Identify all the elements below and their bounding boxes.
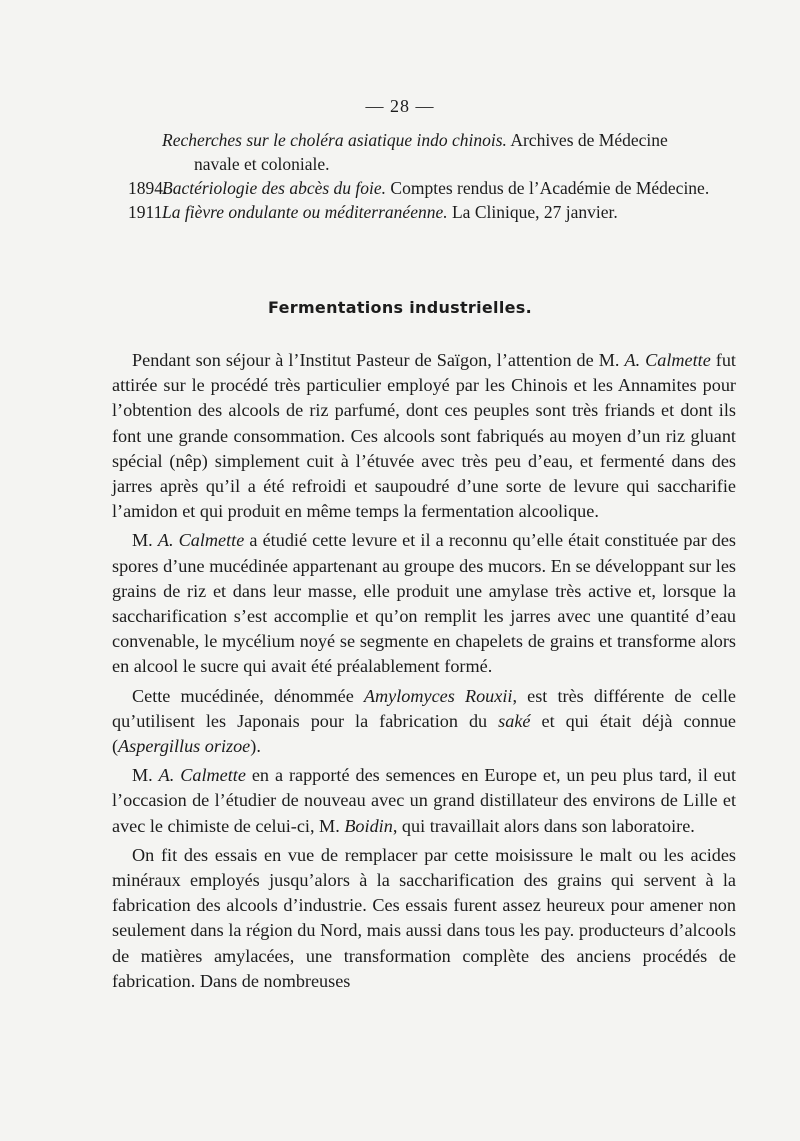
reference-source: La Clinique, 27 janvier. xyxy=(447,202,618,222)
paragraph: Pendant son séjour à l’Institut Pasteur de Saïgon, l’attention de M. A. Calmette fut attirée sur le procédé très particulier employé par les Chinois et les Annamites pour l’obtention des alcools de riz parfumé, dont ces peuples sont très friands et dont ils font une grande consommation. Ces alcools sont fabriqués au moyen d’un riz gluant spécial (nêp) simplement cuit à l’étuvée avec très peu d’eau, et fermenté dans des jarres après qu’il a été refroidi et saupoudré d’une sorte de levure qui saccharifie l’amidon et qui produit en même temps la fermentation alcoolique. xyxy=(112,350,736,522)
reference-year: 1911. xyxy=(128,202,167,222)
reference-title: Bactériologie des abcès du foie. xyxy=(162,178,387,198)
reference-item xyxy=(128,176,738,200)
reference-list xyxy=(128,128,738,224)
paragraph: M. A. Calmette en a rapporté des semences en Europe et, un peu plus tard, il eut l’occasion de l’étudier de nouveau avec un grand distillateur des environs de Lille et avec le chimiste de celui-ci, M. Boidin, qui travaillait alors dans son laboratoire. xyxy=(112,765,736,836)
body-text xyxy=(112,348,736,998)
reference-title: Recherches sur le choléra asiatique indo chinois. xyxy=(162,130,507,150)
reference-item xyxy=(128,128,738,176)
reference-source: Comptes rendus de l’Académie de Médecine. xyxy=(386,178,710,198)
reference-item xyxy=(128,200,738,224)
reference-source: Archives de Médecine xyxy=(506,130,668,150)
page-number: — 28 — xyxy=(365,96,435,116)
paragraph: M. A. Calmette a étudié cette levure et il a reconnu qu’elle était constituée par des spores d’une mucédinée appartenant au groupe des mucors. En se développant sur les grains de riz et dans leur masse, elle produit une amylase très active et, lorsque la saccharification s’est accomplie et qu’on remplit les jarres avec une quantité d’eau convenable, le mycélium noyé se segmente en chapelets de grains et transforme alors en alcool le sucre qui avait été préalablement formé. xyxy=(112,530,737,677)
section-heading: Fermentations industrielles. xyxy=(268,298,532,317)
reference-continuation: navale et coloniale. xyxy=(194,154,330,174)
paragraph: On fit des essais en vue de remplacer par cette moisissure le malt ou les acides minéraux employés jusqu’alors à la saccharification des grains qui servent à la fabrication des alcools d’industrie. Ces essais furent assez heureux pour amener non seulement dans la région du Nord, mais aussi dans tous les pay. producteurs d’alcools de matières amylacées, une transformation complète des anciens procédés de fabrication. Dans de nombreuses xyxy=(112,844,736,991)
paragraph: Cette mucédinée, dénommée Amylomyces Rouxii, est très différente de celle qu’utilisent les Japonais pour la fabrication du saké et qui était déjà connue (Aspergillus orizoe). xyxy=(112,685,736,757)
reference-year: 1894. xyxy=(128,178,168,198)
reference-title: La fièvre ondulante ou méditerranéenne. xyxy=(162,202,448,222)
